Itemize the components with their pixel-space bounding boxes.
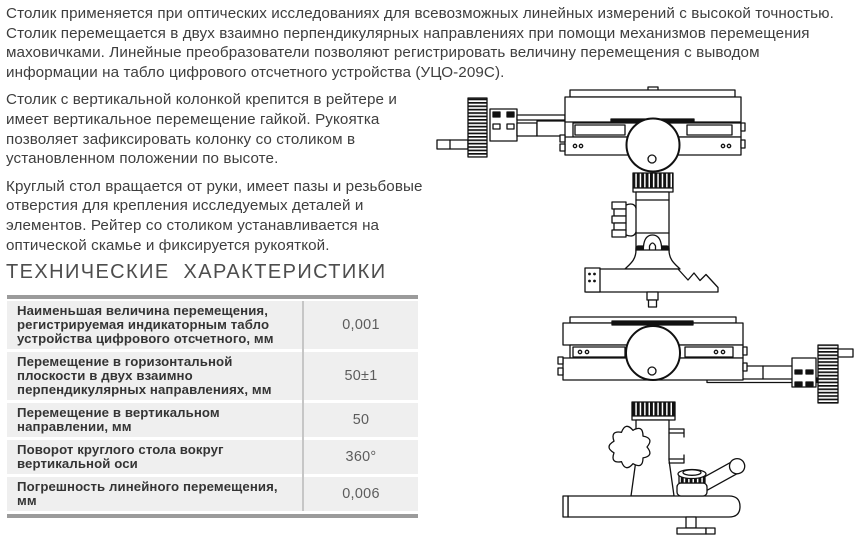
table-row (7, 440, 418, 474)
rider-base (585, 250, 718, 307)
spec-label: Перемещение в горизонтальной плоскости в двух взаимно перпендикулярных направлениях, мм (7, 352, 304, 400)
column-mount-paragraph: Столик с вертикальной колонкой крепится в рейтере и имеет вертикальное перемещение гайкой. Рукоятка позволяет зафиксировать колонку со столиком в установленном положении по высоте. (6, 91, 397, 168)
spec-value: 50±1 (304, 352, 418, 400)
table-column-divider (302, 301, 304, 511)
spec-label: Поворот круглого стола вокруг вертикальной оси (7, 440, 304, 474)
table-row (7, 477, 418, 511)
round-table-paragraph: Круглый стол вращается от руки, имеет пазы и резьбовые отверстия для крепления исследуемых деталей и элементов. Рейтер со столиком устанавливается на оптической скамье и фиксируется рукояткой. (6, 177, 423, 254)
spec-label: Погрешность линейного перемещения, мм (7, 477, 304, 511)
stage-drawing-side-view (430, 300, 859, 543)
round-table-dial (627, 119, 680, 172)
specs-heading: ТЕХНИЧЕСКИЕ ХАРАКТЕРИСТИКИ (6, 261, 387, 283)
table-row (7, 352, 418, 400)
intro-paragraph: Столик применяется при оптических исследованиях для всевозможных линейных измерений с высокой точностью. Столик перемещается в двух взаимно перпендикулярных направлениях при помощи механизмов перемещения маховичками. Линейные преобразователи позволяют регистрировать величину перемещения с выводом информации на табло цифрового отсчетного устройства (УЦО-209С). (6, 5, 834, 81)
spec-value: 50 (304, 403, 418, 437)
table-top-border (7, 295, 418, 299)
spec-value: 0,001 (304, 301, 418, 349)
locking-lever (677, 456, 747, 499)
left-handwheel (437, 98, 565, 157)
spec-value: 0,006 (304, 477, 418, 511)
spec-label: Наименьшая величина перемещения, регистрируемая индикаторным табло устройства цифрового отсчетного, мм (7, 301, 304, 349)
round-table-dial (626, 326, 680, 380)
spec-value: 360° (304, 440, 418, 474)
specs-table (7, 295, 418, 518)
table-row (7, 301, 418, 349)
stage-drawing-top-view (430, 85, 782, 315)
side-knob (612, 202, 636, 237)
bench-rider-base (563, 496, 740, 534)
table-bottom-border (7, 514, 418, 518)
table-row (7, 403, 418, 437)
spec-label: Перемещение в вертикальном направлении, мм (7, 403, 304, 437)
